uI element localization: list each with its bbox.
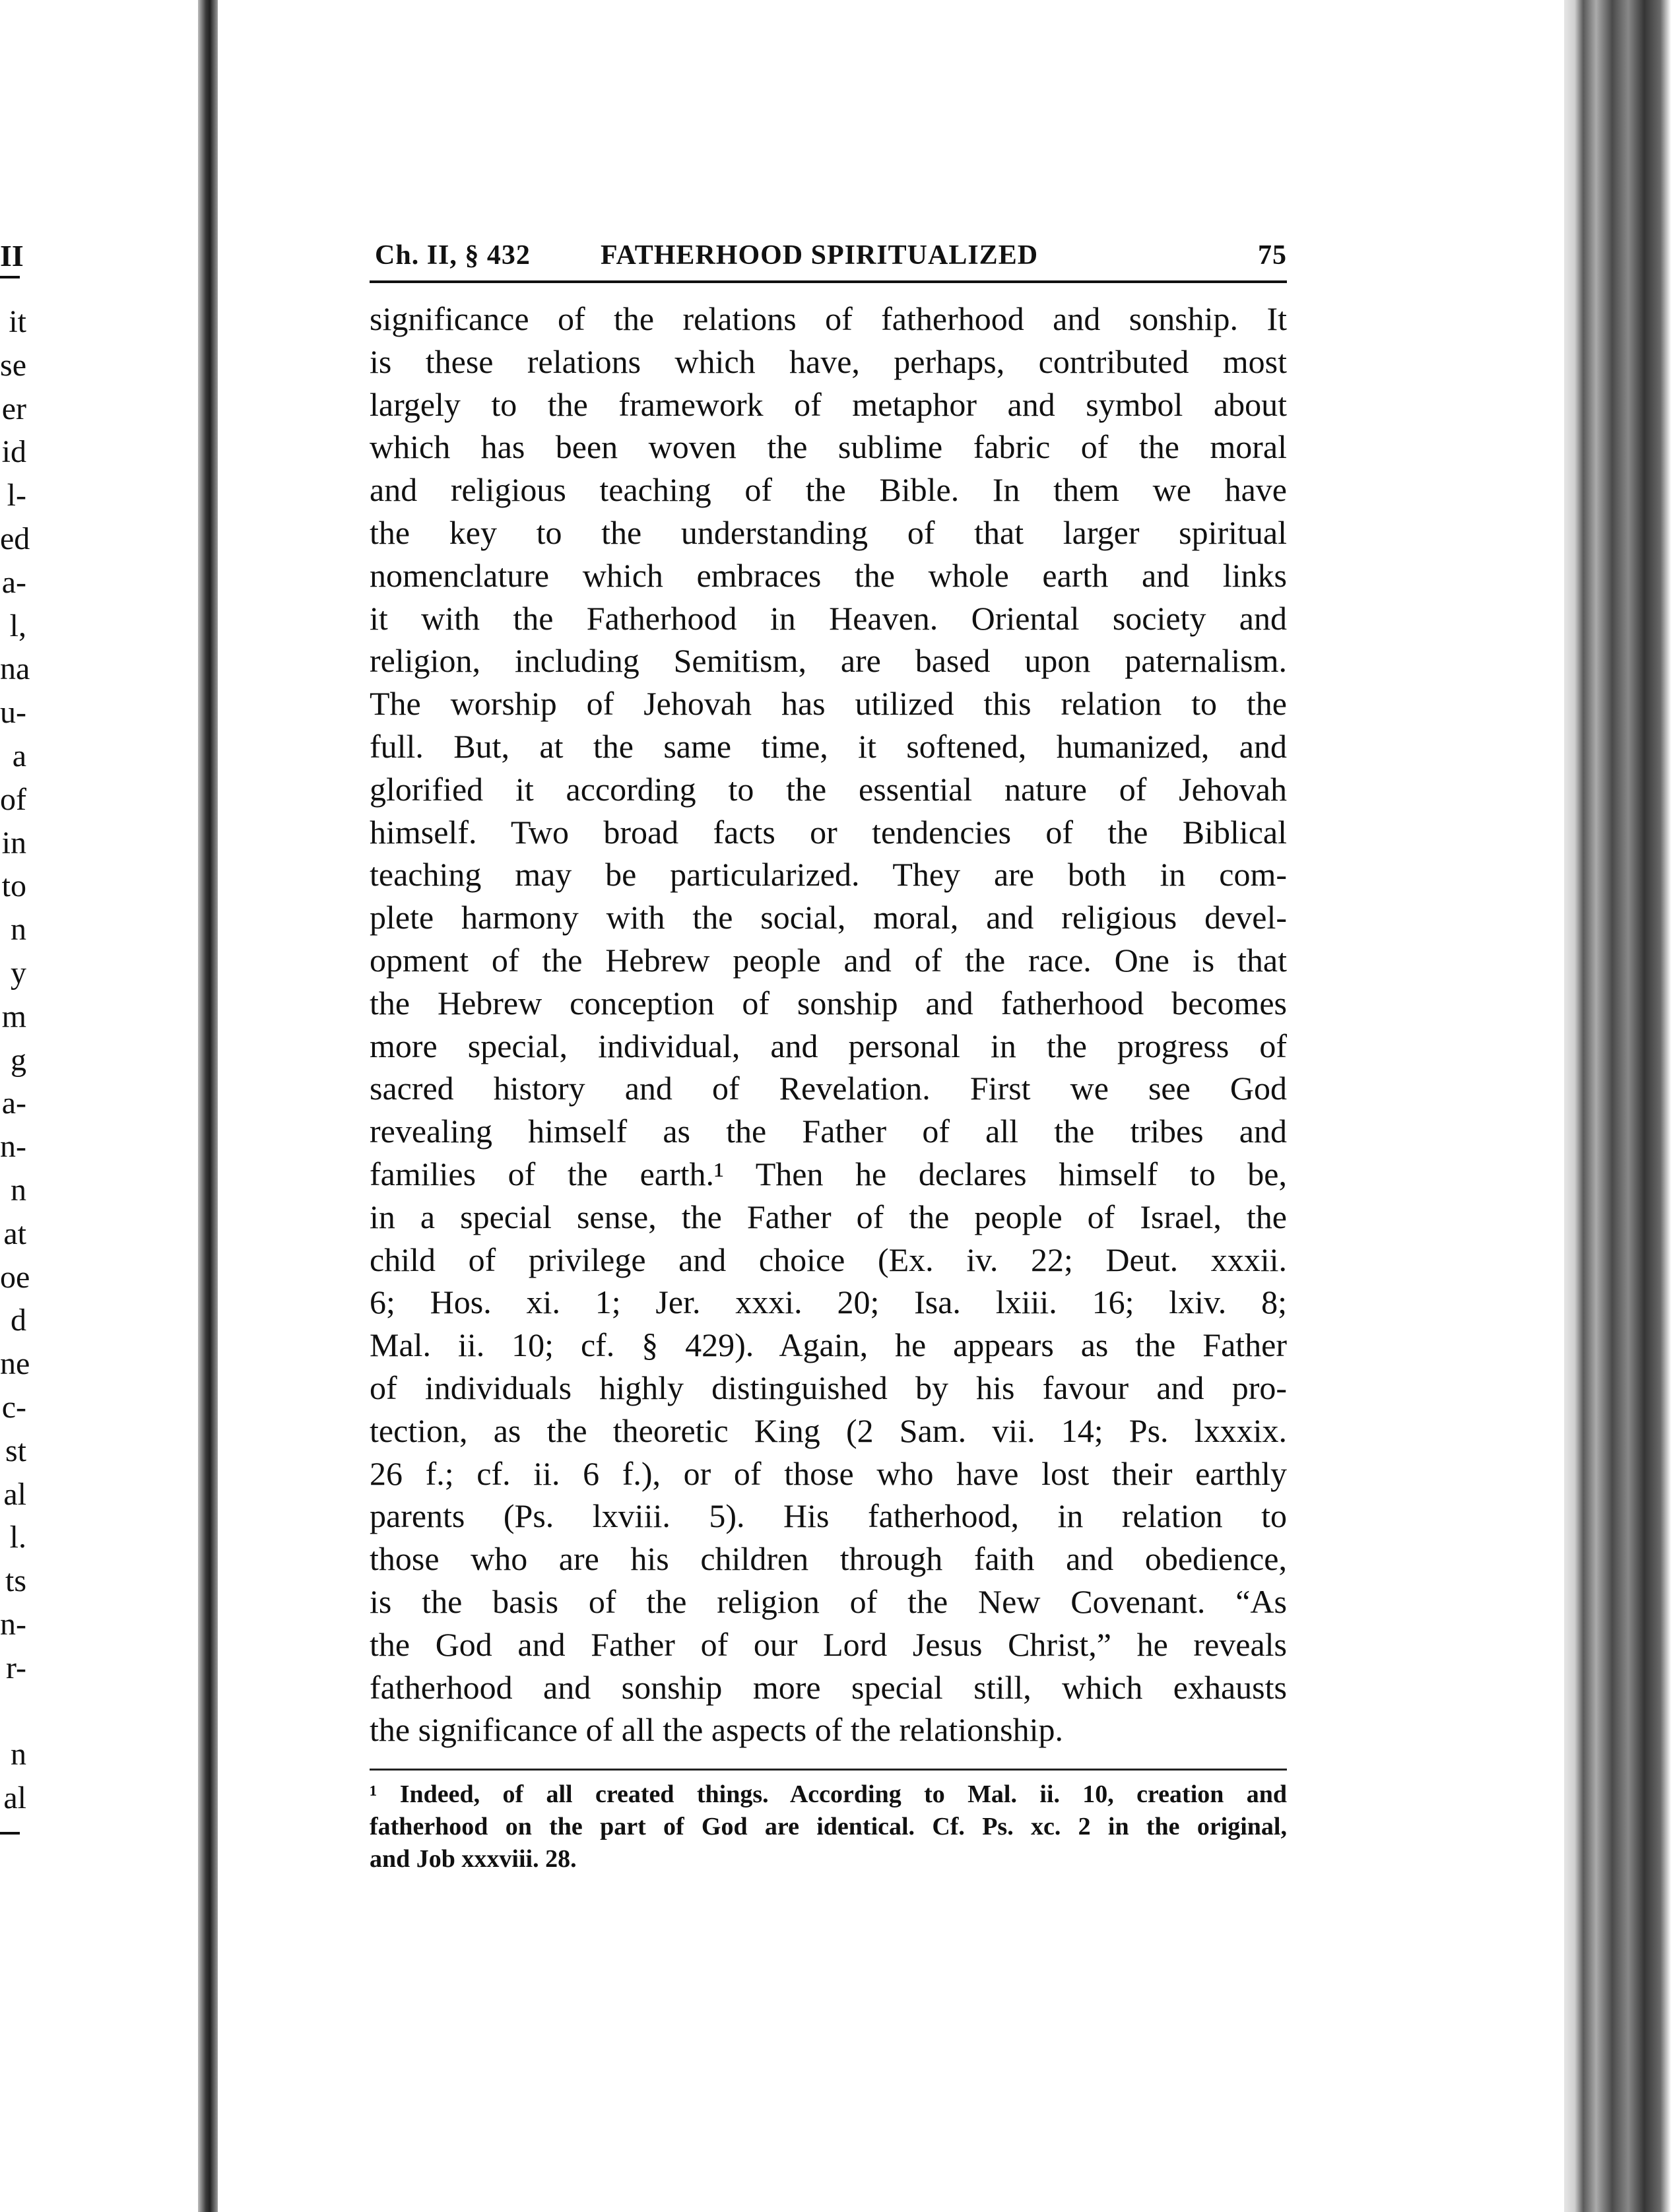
chapter-section: Ch. II, § 432 (375, 240, 531, 271)
previous-page-fragment-line: r- (5, 1650, 26, 1685)
previous-page-fragment-line: ed (0, 521, 30, 556)
previous-page-fragment-line: l, (9, 608, 26, 643)
previous-page-fragment-line: na (0, 651, 30, 687)
body-line: The worship of Jehovah has utilized this relation to the (370, 685, 1287, 723)
previous-page-fragment-line: d (11, 1303, 26, 1338)
previous-page-fragment-line: l. (9, 1520, 26, 1555)
footnote-line: fatherhood on the part of God are identical. Cf. Ps. xc. 2 in the original, (370, 1813, 1287, 1841)
previous-page-fragment-line: al (3, 1476, 26, 1512)
previous-page-fragment-line: n- (0, 1129, 26, 1165)
previous-page-fragment-line: n (11, 1172, 26, 1208)
previous-page-fragment-line: n- (0, 1606, 26, 1642)
previous-page-fragment-line: n (11, 912, 26, 948)
body-line: of individuals highly distinguished by his favour and pro- (370, 1369, 1287, 1406)
body-line: revealing himself as the Father of all the tribes and (370, 1113, 1287, 1150)
previous-page-header: II (0, 239, 24, 273)
body-line: 6; Hos. xi. 1; Jer. xxxi. 20; Isa. lxiii. 16; lxiv. 8; (370, 1284, 1287, 1321)
previous-page-fragment-line: a- (1, 564, 26, 600)
previous-page-fragment-line: of (0, 781, 26, 817)
body-line: nomenclature which embraces the whole earth and links (370, 556, 1287, 594)
body-line: is these relations which have, perhaps, contributed most (370, 342, 1287, 380)
body-line: families of the earth.¹ Then he declares himself to be, (370, 1155, 1287, 1192)
previous-page-fragment-line: u- (0, 695, 26, 731)
previous-page-fragment-line: n (11, 1737, 26, 1773)
previous-page-fragment-line: er (1, 391, 26, 426)
body-line: plete harmony with the social, moral, and religious devel- (370, 899, 1287, 936)
previous-page-fragment-line: id (1, 434, 26, 470)
page-title: FATHERHOOD SPIRITUALIZED (601, 240, 1039, 271)
book-page (370, 228, 1287, 1875)
previous-page-fragment-line: at (3, 1216, 26, 1251)
body-line: child of privilege and choice (Ex. iv. 22; Deut. xxxii. (370, 1241, 1287, 1278)
body-line: largely to the framework of metaphor and symbol about (370, 385, 1287, 423)
previous-page-fragment-line: g (11, 1042, 26, 1078)
body-line: 26 f.; cf. ii. 6 f.), or of those who have lost their earthly (370, 1454, 1287, 1492)
body-line: tection, as the theoretic King (2 Sam. vii. 14; Ps. lxxxix. (370, 1412, 1287, 1449)
previous-page-fragment-line: oe (0, 1259, 30, 1295)
previous-page-fragment-line: ne (0, 1346, 30, 1382)
previous-page-rule (0, 276, 20, 278)
previous-page-text-column (0, 300, 30, 1820)
previous-page-fragment-line: al (3, 1780, 26, 1816)
previous-page-fragment-line: to (1, 868, 26, 904)
previous-page-fragment-line: y (11, 955, 26, 991)
previous-page-fragment-line: l- (7, 478, 26, 513)
previous-page-fragment-line: m (1, 998, 26, 1034)
previous-page-fragment-line: a- (1, 1086, 26, 1121)
body-line: it with the Fatherhood in Heaven. Oriental society and (370, 599, 1287, 637)
body-line: is the basis of the religion of the New Covenant. “As (370, 1582, 1287, 1620)
body-line: opment of the Hebrew people and of the race. One is that (370, 941, 1287, 979)
previous-page-fragment-line (0, 1690, 26, 1734)
body-line: in a special sense, the Father of the people of Israel, the (370, 1198, 1287, 1235)
body-line: parents (Ps. lxviii. 5). His fatherhood, in relation to (370, 1497, 1287, 1535)
body-line: the key to the understanding of that larger spiritual (370, 513, 1287, 551)
body-line: fatherhood and sonship more special still, which exhausts (370, 1668, 1287, 1706)
previous-page-fragment-line: in (1, 825, 26, 861)
body-line: the Hebrew conception of sonship and fatherhood becomes (370, 984, 1287, 1022)
body-line: full. But, at the same time, it softened, humanized, and (370, 727, 1287, 765)
previous-page-bottom-rule (0, 1832, 20, 1835)
page-number: 75 (1258, 240, 1287, 271)
running-head (370, 228, 1287, 280)
previous-page-fragment-line: se (0, 347, 26, 383)
footnote-line: and Job xxxviii. 28. (370, 1845, 577, 1873)
footnote (370, 1778, 1287, 1875)
page-block-edge (1564, 0, 1671, 2212)
previous-page-fragment-line: ts (5, 1563, 26, 1599)
book-gutter (198, 0, 218, 2212)
previous-page-fragment-line: c- (1, 1389, 26, 1425)
body-line: significance of the relations of fatherhood and sonship. It (370, 300, 1287, 337)
body-line: more special, individual, and personal in the progress of (370, 1027, 1287, 1064)
footnote-rule (370, 1769, 1287, 1771)
previous-page-fragment-line: a (12, 738, 26, 773)
body-line: sacred history and of Revelation. First we see God (370, 1070, 1287, 1107)
body-line: Mal. ii. 10; cf. § 429). Again, he appears as the Father (370, 1326, 1287, 1364)
previous-page-fragment-line: it (9, 304, 26, 339)
body-line: himself. Two broad facts or tendencies of the Biblical (370, 813, 1287, 851)
body-line: glorified it according to the essential nature of Jehovah (370, 770, 1287, 808)
footnote-line: ¹ Indeed, of all created things. According to Mal. ii. 10, creation and (370, 1780, 1287, 1809)
body-line: religion, including Semitism, are based upon paternalism. (370, 642, 1287, 680)
body-line: the significance of all the aspects of the relationship. (370, 1711, 1064, 1749)
body-text (370, 298, 1287, 1751)
body-line: and religious teaching of the Bible. In them we have (370, 471, 1287, 509)
body-line: teaching may be particularized. They are both in com- (370, 856, 1287, 894)
header-rule (370, 280, 1287, 283)
previous-page-fragment-line: st (5, 1433, 26, 1468)
body-line: those who are his children through faith and obedience, (370, 1540, 1287, 1578)
body-line: the God and Father of our Lord Jesus Christ,” he reveals (370, 1625, 1287, 1663)
previous-page-fragment (0, 0, 198, 2212)
body-line: which has been woven the sublime fabric of the moral (370, 428, 1287, 466)
